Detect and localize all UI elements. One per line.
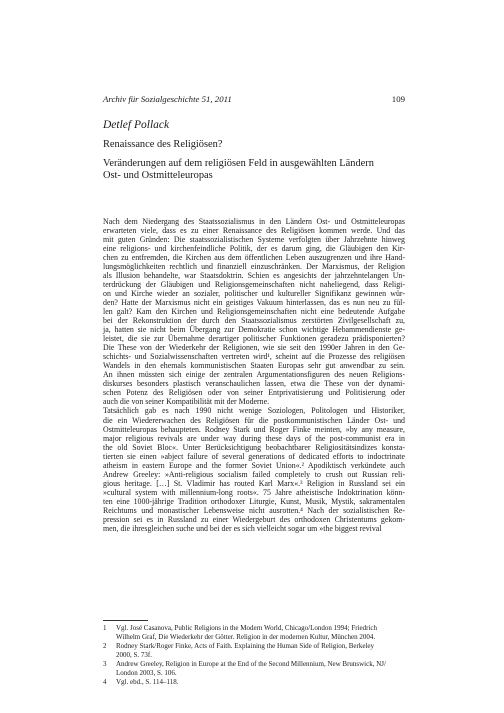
footnote-line: Vgl. José Casanova, Public Religions in the Modern World, Chicago/London 1994; Friedrich	[116, 624, 377, 632]
body-line: on und Kirche wieder an sozialer, politischer und kultureller Signifikanz gewinnen wür-	[103, 288, 405, 298]
body-line: die ein Wiedererwachen des Religiösen für die postkommunistischen Länder Ost- und	[103, 415, 405, 425]
footnote-line: London 2003, S. 106.	[116, 669, 177, 677]
footnote-text	[116, 624, 377, 642]
footnote-number: 1	[103, 624, 107, 632]
body-line: Nach dem Niedergang des Staatssozialismus in den Ländern Ost- und Ostmitteleuropas	[103, 216, 405, 226]
body-line: Wandels in den ehemals kommunistischen Staaten Europas sehr gut anwendbar zu sein.	[103, 361, 405, 371]
article-subtitle	[103, 158, 403, 182]
body-line: »cultural system with millennium-long roots«. 75 Jahre atheistische Indoktrination könn-	[103, 487, 405, 497]
body-line: eine religions- und kirchenfeindliche Politik, der es darum ging, die Gläubigen den Kir-	[103, 243, 405, 253]
subtitle-line: Ost- und Ostmitteleuropas	[103, 170, 213, 181]
body-line: erwarteten viele, dass es zu einer Renaissance des Religiösen kommen werde. Und das	[103, 225, 405, 235]
footnote	[103, 624, 405, 642]
body-line: bei der Rekonstruktion der durch den Staatssozialismus zerstörten Zivilgesellschaft zu,	[103, 316, 405, 326]
body-line: tierten sie einen »abject failure of several generations of dedicated efforts to indoctrinate	[103, 451, 405, 461]
footnote-number: 4	[103, 678, 107, 686]
footnote-number: 2	[103, 642, 107, 650]
footnote	[103, 642, 405, 660]
footnotes	[103, 624, 405, 687]
footnote-text	[116, 678, 178, 687]
body-line: major religious revivals are under way during these days of the post-communist era in	[103, 433, 405, 443]
footnote	[103, 678, 405, 687]
body-line: pression sei es in Russland zu einer Wiedergeburt des orthodoxen Christentums gekom-	[103, 515, 405, 525]
footnote-line: Wilhelm Graf, Die Wiederkehr der Götter. Religion in der modernen Kultur, München 2004.	[116, 633, 376, 641]
page-number: 109	[391, 94, 405, 104]
body-line: lungsmöglichkeiten rechtlich und finanziell einzuschränken. Der Marxismus, der Religion	[103, 261, 405, 271]
body-line: len galt? Kam den Kirchen und Religionsgemeinschaften nicht eine bedeutende Aufgabe	[103, 306, 405, 316]
footnote-divider	[103, 620, 148, 621]
article-author: Detlef Pollack	[103, 119, 170, 131]
running-header: Archiv für Sozialgeschichte 51, 2011	[103, 94, 232, 104]
footnote-text	[116, 642, 374, 660]
footnote-number: 3	[103, 660, 107, 668]
body-line: mit guten Gründen: Die staatssozialistischen Systeme verfolgten über Jahrzehnte hinweg	[103, 234, 405, 244]
body-line: diskurses besonders plastisch veranschaulichen lassen, etwa die These von der dynami-	[103, 379, 405, 389]
body-line: gious heritage. […] St. Vladimir has routed Karl Marx«.³ Religion in Russland sei ein	[103, 478, 405, 488]
body-line: leistet, die sie zur Übernahme derartiger politischer Funktionen geradezu prädisponierten?	[103, 334, 405, 344]
subtitle-line: Veränderungen auf dem religiösen Feld in ausgewählten Ländern	[103, 158, 374, 169]
footnote-line: Andrew Greeley, Religion in Europe at the End of the Second Millennium, New Brunswick, NJ/	[116, 660, 386, 668]
body-line: terdrückung der Gläubigen und Religionsgemeinschaften nicht naheliegend, dass Religi-	[103, 279, 405, 289]
article-title: Renaissance des Religiösen?	[103, 139, 223, 150]
body-line: the old Soviet Bloc«. Unter Berücksichtigung beobachtbarer Religiositätsindizes konsta-	[103, 442, 405, 452]
body-text	[103, 217, 405, 534]
body-line: als Illusion behandelte, war Staatsdoktrin. Schien es angesichts der jahrzehntelangen Un-	[103, 270, 405, 280]
body-line: men, die ihresgleichen suche und bei der es sich vielleicht sogar um »the biggest revival	[103, 524, 382, 534]
body-line: ja, hatten sie nicht beim Übergang zur Demokratie schon wichtige Hebammendienste ge-	[103, 325, 405, 335]
body-line: atheism in eastern Europe and the former Soviet Union«.² Apodiktisch verkündete auch	[103, 460, 405, 470]
body-line: Tatsächlich gab es nach 1990 nicht wenige Soziologen, Politologen und Historiker,	[103, 406, 405, 416]
footnote-line: Rodney Stark/Roger Finke, Acts of Faith. Explaining the Human Side of Religion, Berkeley	[116, 642, 374, 650]
body-line: Ostmitteleuropas behaupteten. Rodney Stark und Roger Finke meinten, »by any measure,	[103, 424, 405, 434]
body-line: An ihnen müssten sich einige der zentralen Argumentationsfiguren des neuen Religions-	[103, 370, 405, 380]
body-line: schen Potenz des Religiösen oder von seiner Entprivatisierung und Politisierung oder	[103, 388, 405, 398]
footnote-line: Vgl. ebd., S. 114–118.	[116, 678, 179, 686]
footnote-text	[116, 660, 386, 678]
body-line: chen zu entfremden, die Kirchen aus dem öffentlichen Leben auszugrenzen und ihre Hand-	[103, 252, 405, 262]
body-line: Reichtums und monastischer Lebensweise nicht ausrotten.⁴ Nach der sozialistischen Re-	[103, 506, 405, 515]
footnote-line: 2000, S. 73f.	[116, 651, 152, 659]
footnote	[103, 660, 405, 678]
body-line: ten eine 1000-jährige Tradition orthodoxer Liturgie, Kunst, Musik, Mystik, sakramentalen	[103, 496, 405, 506]
body-line: auch die von seiner Kompatibilität mit der Moderne.	[103, 397, 270, 407]
body-line: Andrew Greeley: »Anti-religious socialism failed completely to crush out Russian reli-	[103, 469, 405, 479]
body-line: den? Hatte der Marxismus nicht ein geistiges Vakuum hinterlassen, das es nun neu zu fül-	[103, 297, 405, 307]
body-line: Die These von der Wiederkehr der Religionen, wie sie seit den 1990er Jahren in den Ge-	[103, 343, 405, 353]
body-line: schichts- und Sozialwissenschaften vertreten wird¹, scheint auf die Prozesse des religiösen	[103, 352, 405, 362]
